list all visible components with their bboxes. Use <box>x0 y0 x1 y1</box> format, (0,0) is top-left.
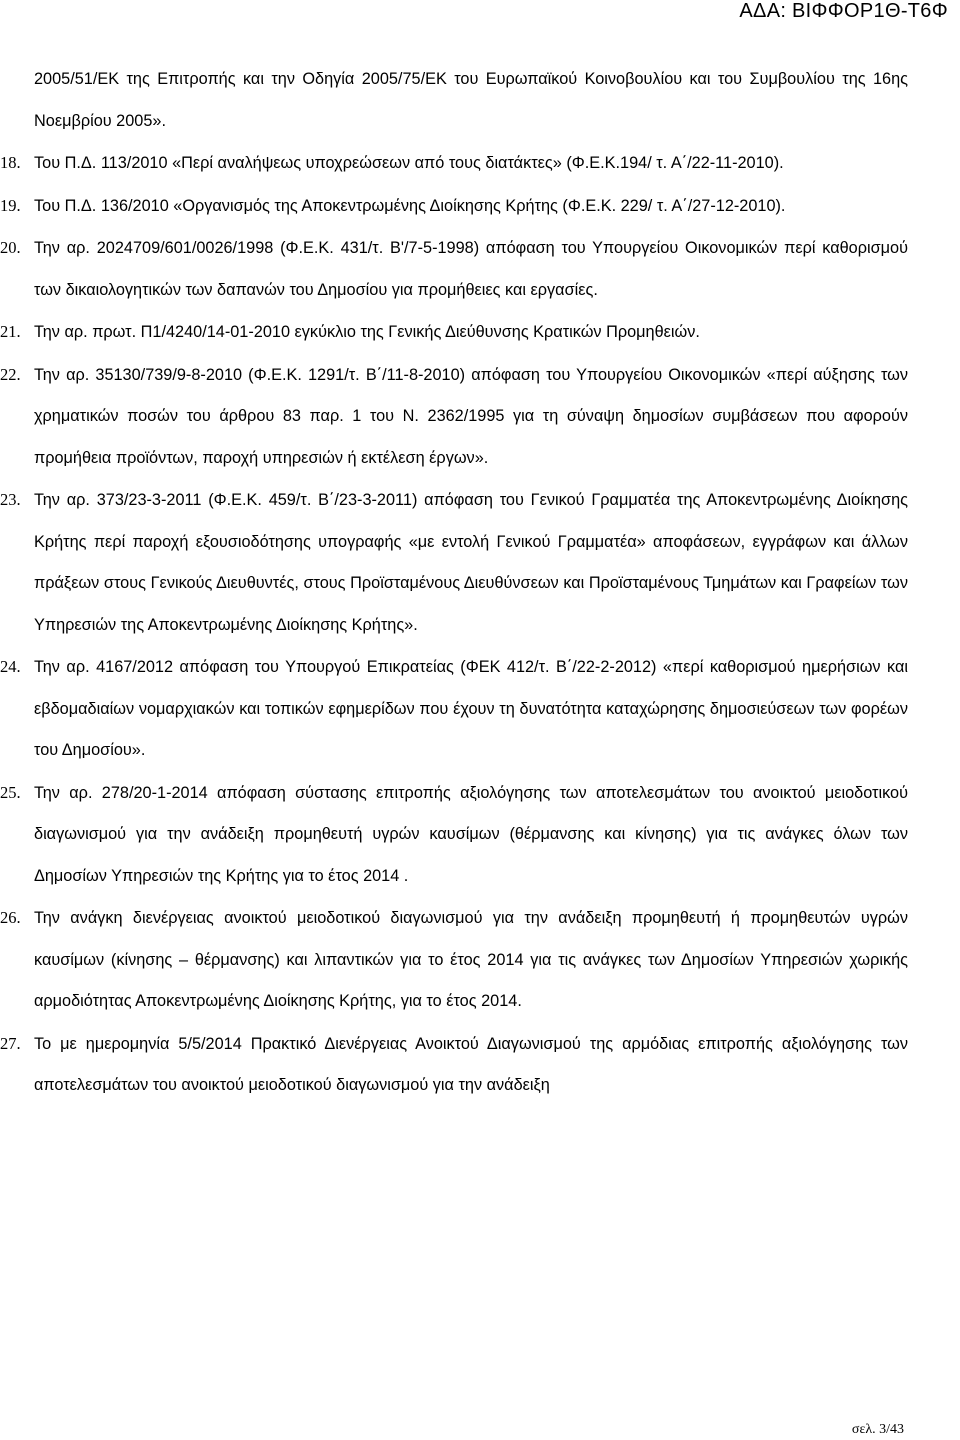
item-text: Την αρ. 4167/2012 απόφαση του Υπουργού Επικρατείας (ΦΕΚ 412/τ. Β΄/22-2-2012) «περί καθορισμού ημερήσιων και εβδομαδιαίων νομαρχιακών και τοπικών εφημερίδων που έχουν τη δυνατότητα καταχώρησης δημοσιεύσεων των φορέων του Δημοσίου». <box>34 658 908 759</box>
item-number: 25. <box>0 782 21 802</box>
ada-code: ΑΔΑ: ΒΙΦΦΟΡ1Θ-Τ6Φ <box>739 0 948 22</box>
page-number: σελ. 3/43 <box>851 1422 904 1437</box>
item-text: Την αρ. πρωτ. Π1/4240/14-01-2010 εγκύκλιο της Γενικής Διεύθυνσης Κρατικών Προμηθειών. <box>34 323 700 341</box>
item-text: Την αρ. 278/20-1-2014 απόφαση σύστασης επιτροπής αξιολόγησης των αποτελεσμάτων του ανοικτού μειοδοτικού διαγωνισμού για την ανάδειξη προμηθευτή υγρών καυσίμων (θέρμανσης και κίνησης) για τις ανάγκες όλων των Δημοσίων Υπηρεσιών της Κρήτης για το έτος 2014 . <box>34 783 908 885</box>
item-number: 26. <box>0 908 21 927</box>
intro-paragraph <box>34 59 908 142</box>
item-number: 22. <box>0 364 21 384</box>
list-item <box>0 646 908 772</box>
list-item <box>0 227 908 311</box>
list-item <box>0 142 908 185</box>
item-text: Του Π.Δ. 113/2010 «Περί αναλήψεως υποχρεώσεων από τους διατάκτες» (Φ.Ε.Κ.194/ τ. Α΄/22-11-2010). <box>34 154 784 172</box>
list-item <box>0 772 908 898</box>
document-body <box>0 59 908 1107</box>
item-text: Την ανάγκη διενέργειας ανοικτού μειοδοτικού διαγωνισμού για την ανάδειξη προμηθευτή ή προμηθευτών υγρών καυσίμων (κίνησης – θέρμανσης) και λιπαντικών για το έτος 2014 για τις ανάγκες των Δημοσίων Υπηρεσιών χωρικής αρμοδιότητας Αποκεντρωμένης Διοίκησης Κρήτης, για το έτος 2014. <box>34 909 908 1010</box>
item-text: Το με ημερομηνία 5/5/2014 Πρακτικό Διενέργειας Ανοικτού Διαγωνισμού της αρμόδιας επιτροπής αξιολόγησης των αποτελεσμάτων του ανοικτού μειοδοτικού διαγωνισμού για την ανάδειξη <box>34 1034 908 1094</box>
intro-text: 2005/51/ΕΚ της Επιτροπής και την Οδηγία 2005/75/ΕΚ του Ευρωπαϊκού Κοινοβουλίου και του Συμβουλίου της 16ης Νοεμβρίου 2005». <box>34 70 908 130</box>
item-number: 24. <box>0 657 21 676</box>
item-number: 21. <box>0 322 21 341</box>
item-number: 23. <box>0 490 21 509</box>
list-item <box>0 185 908 228</box>
item-number: 27. <box>0 1033 21 1053</box>
item-text: Του Π.Δ. 136/2010 «Οργανισμός της Αποκεντρωμένης Διοίκησης Κρήτης (Φ.Ε.Κ. 229/ τ. Α΄/27-12-2010). <box>34 196 786 215</box>
item-number: 19. <box>0 195 21 215</box>
item-number: 18. <box>0 153 21 172</box>
item-number: 20. <box>0 238 21 257</box>
list-item <box>0 1023 908 1107</box>
item-text: Την αρ. 2024709/601/0026/1998 (Φ.Ε.Κ. 431/τ. Β'/7-5-1998) απόφαση του Υπουργείου Οικονομικών περί καθορισμού των δικαιολογητικών των δαπανών του Δημοσίου για προμήθειες και εργασίες. <box>34 239 908 299</box>
list-item <box>0 311 908 354</box>
item-text: Την αρ. 35130/739/9-8-2010 (Φ.Ε.Κ. 1291/τ. Β΄/11-8-2010) απόφαση του Υπουργείου Οικονομικών «περί αύξησης των χρηματικών ποσών του άρθρου 83 παρ. 1 του Ν. 2362/1995 για τη σύναψη δημοσίων συμβάσεων που αφορούν προμήθεια προϊόντων, παροχή υπηρεσιών ή εκτέλεση έργων». <box>34 365 908 467</box>
list-item <box>0 354 908 480</box>
item-text: Την αρ. 373/23-3-2011 (Φ.Ε.Κ. 459/τ. Β΄/23-3-2011) απόφαση του Γενικού Γραμματέα της Αποκεντρωμένης Διοίκησης Κρήτης περί παροχή εξουσιοδότησης υπογραφής «με εντολή Γενικού Γραμματέα» αποφάσεων, εγγράφων και άλλων πράξεων στους Γενικούς Διευθυντές, στους Προϊσταμένους Διευθύνσεων και Προϊσταμένους Τμημάτων και Γραφείων των Υπηρεσιών της Αποκεντρωμένης Διοίκησης Κρήτης». <box>34 491 908 634</box>
list-item <box>0 897 908 1023</box>
list-item <box>0 479 908 646</box>
